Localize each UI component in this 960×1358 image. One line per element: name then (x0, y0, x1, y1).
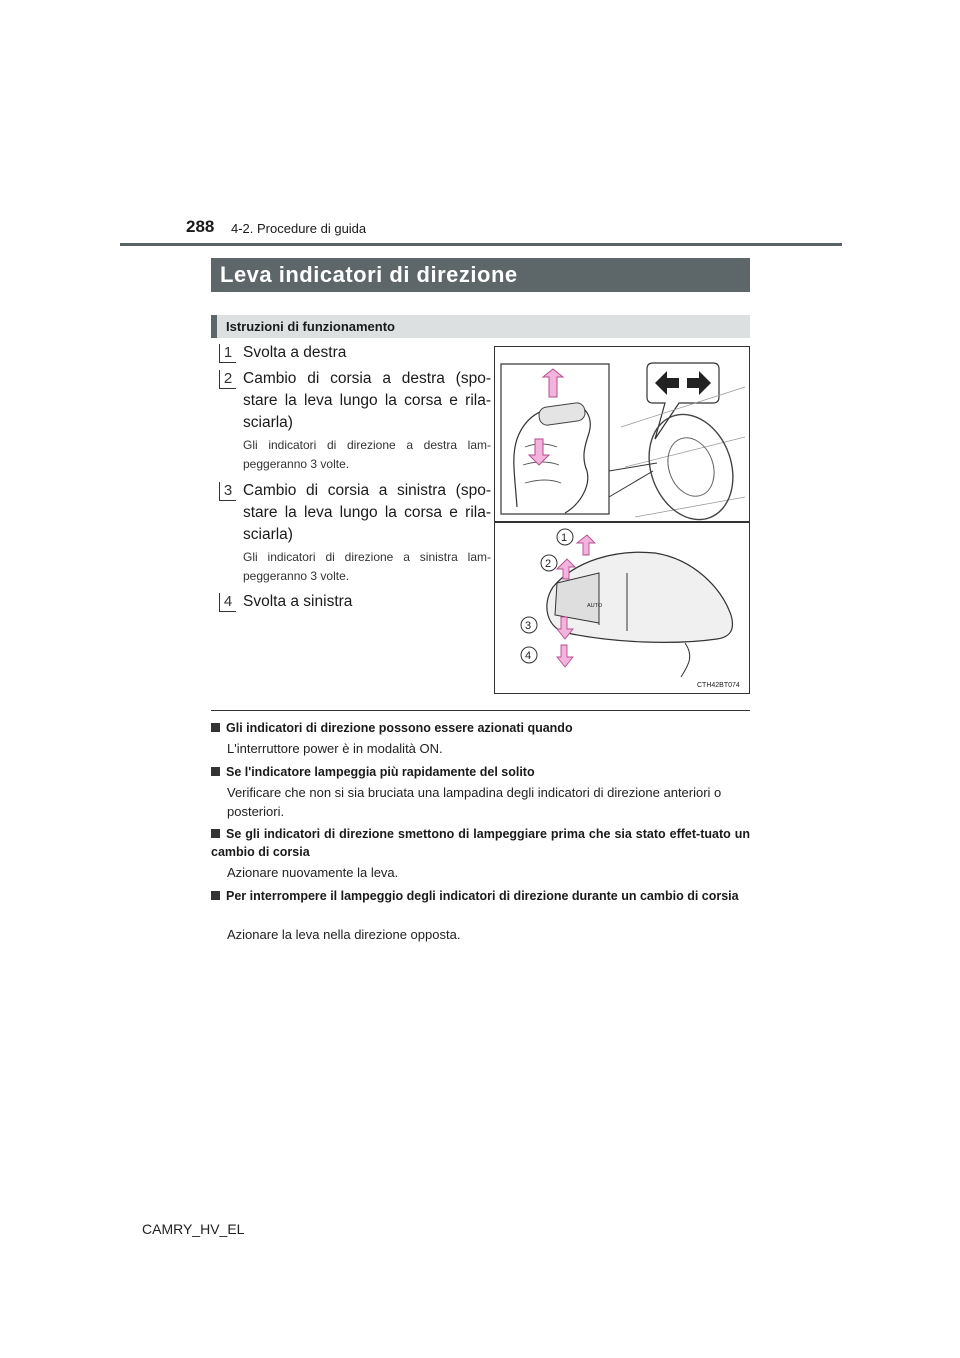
callout-label: 2 (545, 558, 552, 570)
callout-label: 3 (525, 620, 532, 632)
note-title: Per interrompere il lampeggio degli indicatori di direzione durante un cambio di corsia (211, 887, 750, 905)
step-text: Cambio di corsia a destra (spo-stare la leva lungo la corsa e rila-sciarla) (243, 370, 491, 431)
section-title: Leva indicatori di direzione (211, 258, 750, 292)
page-number: 288 (186, 217, 215, 236)
illustration-code: CTH42BT074 (697, 682, 740, 689)
callout-label: 1 (561, 532, 568, 544)
callout-label: 4 (525, 650, 532, 662)
step-note: Gli indicatori di direzione a sinistra lam-peggeranno 3 volte. (243, 550, 491, 583)
note-title: Gli indicatori di direzione possono essere azionati quando (211, 719, 750, 737)
subsection-title: Istruzioni di funzionamento (211, 315, 750, 338)
dashboard-lines (621, 387, 745, 517)
header-rule (120, 243, 842, 246)
steering-hub (660, 431, 722, 502)
step-text: Cambio di corsia a sinistra (spo-stare la leva lungo la corsa e rila-sciarla) (243, 482, 491, 543)
lever-auto-label: AUTO (587, 603, 603, 609)
step-number: 1 (219, 344, 236, 363)
bullet-square-icon (211, 829, 220, 838)
step-number: 2 (219, 370, 236, 389)
step-text: Svolta a destra (243, 344, 347, 361)
turn-signal-illustration (494, 346, 750, 694)
section-divider (211, 710, 750, 711)
bullet-square-icon (211, 723, 220, 732)
illustration-drawing (495, 347, 749, 693)
lever-column (681, 643, 690, 677)
note-body: L'interruttore power è in modalità ON. (227, 741, 443, 756)
note-title: Se l'indicatore lampeggia più rapidamente del solito (211, 763, 750, 781)
leader-line (609, 471, 653, 497)
bullet-square-icon (211, 767, 220, 776)
bullet-square-icon (211, 891, 220, 900)
breadcrumb: 4-2. Procedure di guida (231, 221, 367, 236)
note-body: Azionare la leva nella direzione opposta. (227, 927, 461, 942)
arrow-down-icon (557, 645, 573, 667)
step-number: 4 (219, 593, 236, 612)
step-number: 3 (219, 482, 236, 501)
step-note: Gli indicatori di direzione a destra lam-peggeranno 3 volte. (243, 438, 491, 471)
steering-wheel (635, 403, 747, 532)
note-title: Se gli indicatori di direzione smettono di lampeggiare prima che sia stato effet-tuato un cambio di corsia (211, 827, 750, 859)
arrow-up-icon (577, 535, 595, 555)
footer-model: CAMRY_HV_EL (142, 1221, 245, 1237)
note-body: Azionare nuovamente la leva. (227, 865, 399, 880)
step-text: Svolta a sinistra (243, 593, 353, 610)
note-body: Verificare che non si sia bruciata una lampadina degli indicatori di direzione anteriori o posteriori. (227, 785, 722, 819)
